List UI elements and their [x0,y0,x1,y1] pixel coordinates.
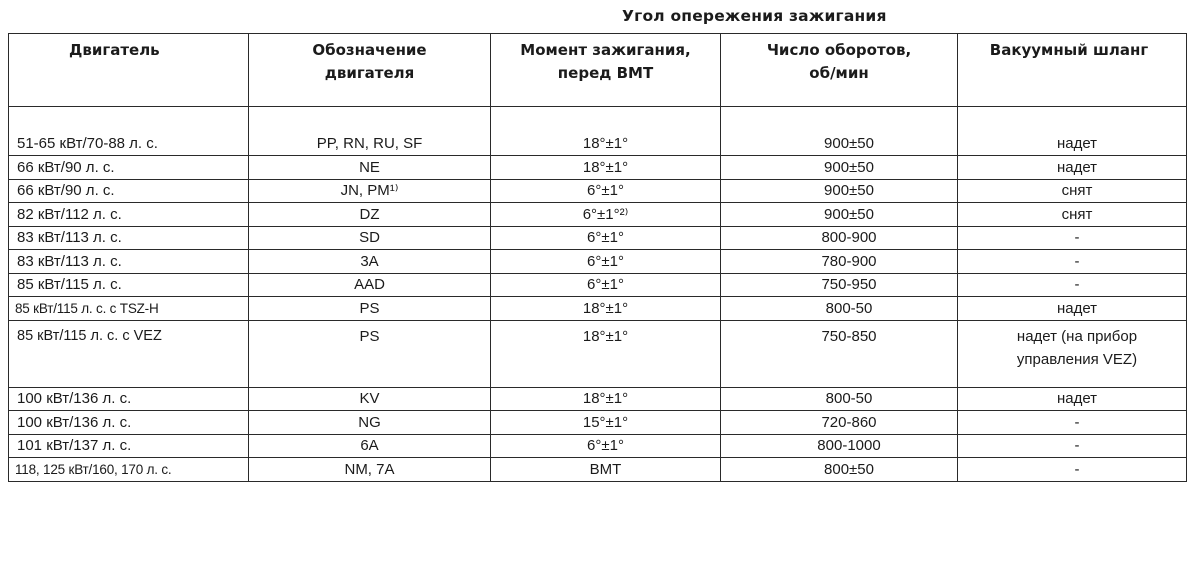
table-row [9,458,1187,482]
header-rpm [721,34,958,107]
cell-moment: 6°±1° [491,179,721,203]
header-vacuum-label: Вакуумный шланг [989,41,1149,59]
header-ignition-moment [491,34,721,107]
page-title: Угол опережения зажигания [622,7,887,25]
cell-moment: 6°±1° [491,226,721,250]
cell-code: SD [249,226,491,250]
cell-rpm: 900±50 [721,179,958,203]
cell-code: NM, 7A [249,458,491,482]
header-rpm-line2: об/мин [809,64,869,82]
cell-vacuum: - [958,411,1187,435]
cell-code: JN, PM¹⁾ [249,179,491,203]
cell-rpm: 800-900 [721,226,958,250]
cell-vacuum: - [958,273,1187,297]
cell-engine: 100 кВт/136 л. с. [9,387,249,411]
cell-code: NG [249,411,491,435]
cell-moment: 6°±1°²⁾ [491,203,721,227]
table-row [9,203,1187,227]
table-row [9,250,1187,274]
header-engine-label: Двигатель [69,41,160,59]
cell-vacuum: - [958,434,1187,458]
cell-rpm: 900±50 [721,156,958,180]
table-header-row [9,34,1187,107]
table-row [9,411,1187,435]
header-vacuum-hose [958,34,1187,107]
cell-vacuum [958,320,1187,387]
ignition-timing-table [8,33,1187,482]
header-code-line2: двигателя [324,64,415,82]
table-row [9,107,1187,156]
header-moment-line2: перед ВМТ [557,64,654,82]
header-code-line1: Обозначение [312,41,427,59]
cell-rpm: 780-900 [721,250,958,274]
cell-moment: 18°±1° [491,156,721,180]
cell-vacuum: - [958,458,1187,482]
cell-moment: 15°±1° [491,411,721,435]
table-row [9,434,1187,458]
cell-moment: 6°±1° [491,434,721,458]
cell-vacuum-line2: управления VEZ) [1016,350,1138,368]
cell-engine: 51-65 кВт/70-88 л. с. [9,107,249,156]
table-row [9,156,1187,180]
cell-code: AAD [249,273,491,297]
header-engine [9,34,249,107]
cell-vacuum: - [958,226,1187,250]
header-engine-code [249,34,491,107]
cell-engine: 85 кВт/115 л. с. с VEZ [9,320,249,387]
cell-moment: 6°±1° [491,273,721,297]
cell-moment: 18°±1° [491,297,721,321]
cell-engine: 118, 125 кВт/160, 170 л. с. [9,458,249,482]
table-row [9,226,1187,250]
cell-vacuum: снят [958,203,1187,227]
header-moment-line1: Момент зажигания, [520,41,691,59]
cell-vacuum: снят [958,179,1187,203]
cell-engine: 83 кВт/113 л. с. [9,250,249,274]
cell-vacuum: - [958,250,1187,274]
cell-rpm: 900±50 [721,203,958,227]
cell-rpm: 750-850 [721,320,958,387]
cell-vacuum: надет [958,107,1187,156]
cell-moment: 18°±1° [491,387,721,411]
cell-engine: 85 кВт/115 л. с. [9,273,249,297]
cell-engine: 66 кВт/90 л. с. [9,179,249,203]
cell-code: NE [249,156,491,180]
table-row [9,297,1187,321]
cell-rpm: 750-950 [721,273,958,297]
cell-moment: 6°±1° [491,250,721,274]
cell-code: 3A [249,250,491,274]
cell-code: PS [249,297,491,321]
cell-vacuum: надет [958,297,1187,321]
table-row [9,387,1187,411]
cell-rpm: 720-860 [721,411,958,435]
cell-rpm: 800-1000 [721,434,958,458]
cell-engine: 83 кВт/113 л. с. [9,226,249,250]
table-row [9,273,1187,297]
header-rpm-line1: Число оборотов, [766,41,912,59]
cell-engine: 100 кВт/136 л. с. [9,411,249,435]
cell-rpm: 800±50 [721,458,958,482]
table-row [9,179,1187,203]
cell-vacuum: надет [958,156,1187,180]
cell-moment: ВМТ [491,458,721,482]
cell-vacuum: надет [958,387,1187,411]
cell-code: 6A [249,434,491,458]
cell-rpm: 800-50 [721,297,958,321]
cell-code: DZ [249,203,491,227]
cell-code: PS [249,320,491,387]
cell-engine: 66 кВт/90 л. с. [9,156,249,180]
cell-engine: 101 кВт/137 л. с. [9,434,249,458]
cell-rpm: 900±50 [721,107,958,156]
cell-code: KV [249,387,491,411]
cell-moment: 18°±1° [491,107,721,156]
cell-vacuum-line1: надет (на прибор [1016,327,1138,345]
cell-moment: 18°±1° [491,320,721,387]
cell-code: PP, RN, RU, SF [249,107,491,156]
cell-rpm: 800-50 [721,387,958,411]
cell-engine: 85 кВт/115 л. с. с TSZ-H [9,297,249,321]
table-row [9,320,1187,387]
cell-engine: 82 кВт/112 л. с. [9,203,249,227]
